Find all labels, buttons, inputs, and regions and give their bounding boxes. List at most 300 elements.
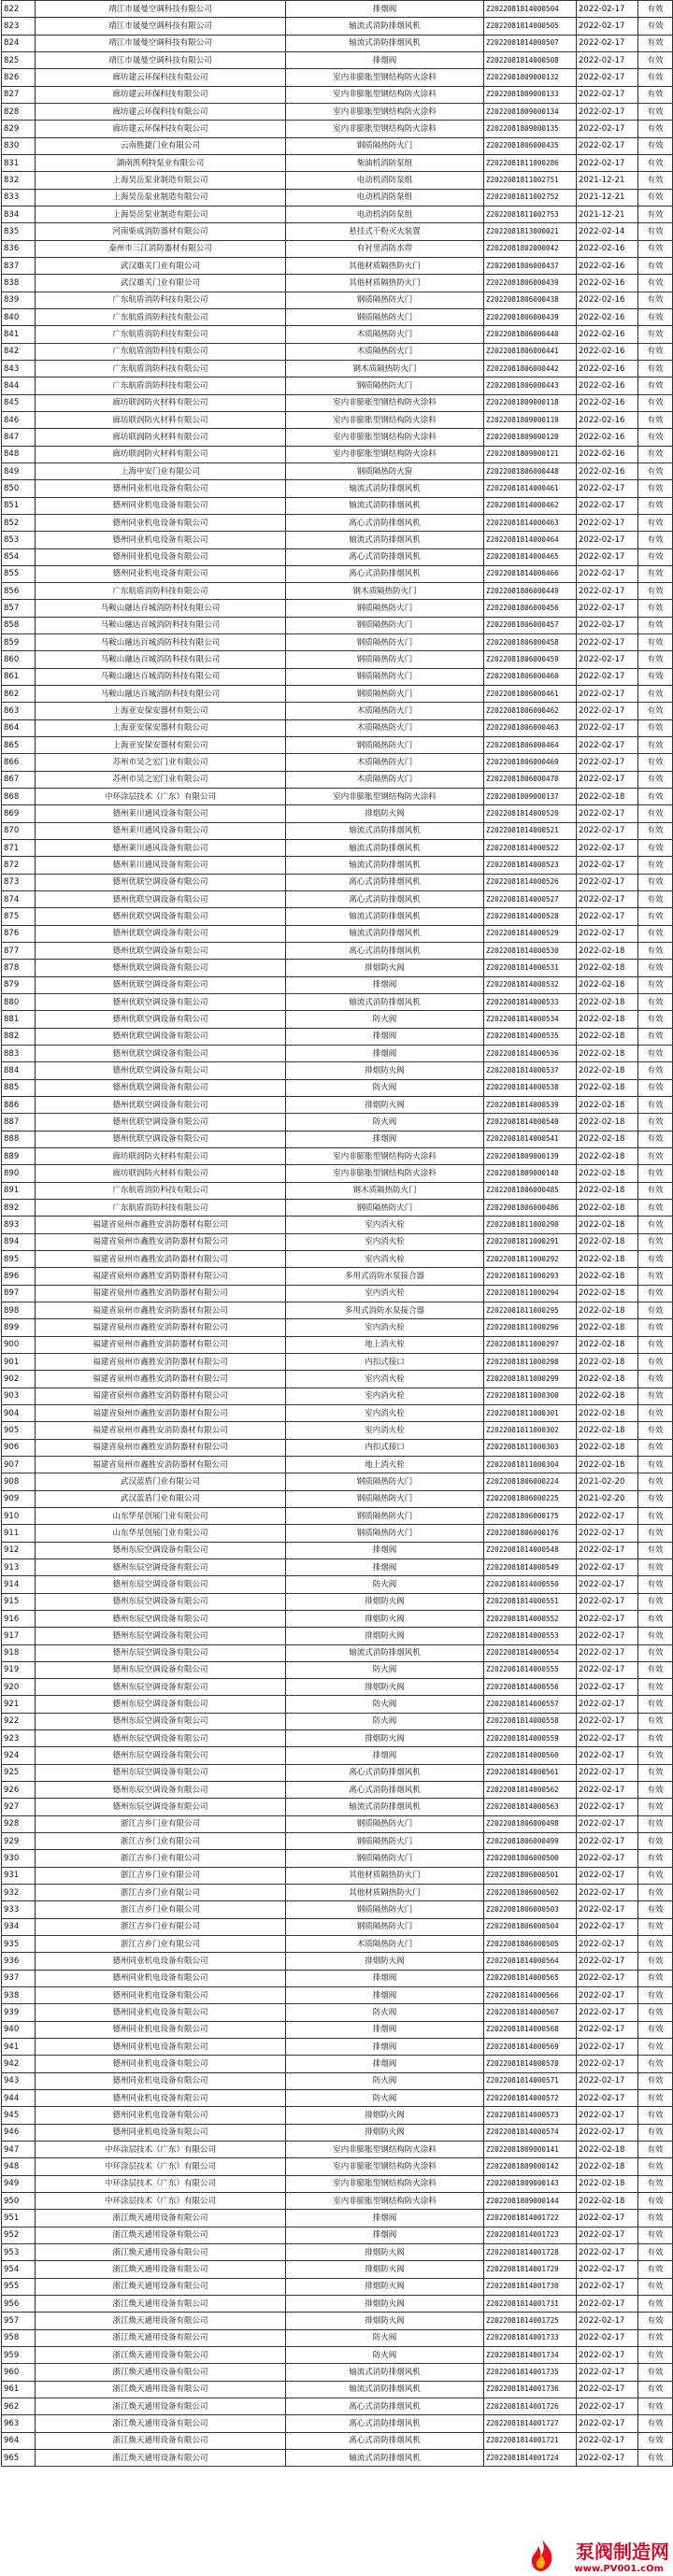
company-name: 上海昊岳泵业制造有限公司 [36, 206, 286, 222]
row-number: 947 [2, 2142, 36, 2158]
status: 有效 [638, 1336, 673, 1353]
certificate-number: Z2022081814001736 [484, 2381, 577, 2398]
status: 有效 [638, 2107, 673, 2124]
company-name: 湖南凯利特泵业有限公司 [36, 154, 286, 171]
certificate-number: Z2022081814000463 [484, 514, 577, 531]
company-name: 浙江焕天通用设备有限公司 [36, 2313, 286, 2329]
issue-date: 2022-02-17 [577, 2021, 638, 2038]
table-row [2, 1833, 673, 1850]
status: 有效 [638, 1576, 673, 1593]
company-name: 广东航盾消防科技有限公司 [36, 583, 286, 600]
product-name: 室内非膨胀型钢结构防火涂料 [286, 2142, 484, 2158]
status: 有效 [638, 446, 673, 463]
company-name: 广东航盾消防科技有限公司 [36, 1182, 286, 1199]
product-name: 木质隔热防火门 [286, 771, 484, 788]
company-name: 中环涂层技术（广东）有限公司 [36, 2193, 286, 2210]
certificate-table-body [2, 1, 673, 2467]
certificate-number: Z2022081814000570 [484, 2056, 577, 2072]
table-row [2, 1764, 673, 1781]
row-number: 913 [2, 1558, 36, 1575]
issue-date: 2022-02-17 [577, 2107, 638, 2124]
status: 有效 [638, 1628, 673, 1644]
issue-date: 2022-02-18 [577, 976, 638, 993]
table-row [2, 86, 673, 103]
status: 有效 [638, 1285, 673, 1302]
issue-date: 2022-02-17 [577, 2415, 638, 2432]
issue-date: 2022-02-17 [577, 891, 638, 908]
row-number: 897 [2, 1285, 36, 1302]
certificate-number: Z2022081814000558 [484, 1713, 577, 1729]
issue-date: 2022-02-17 [577, 532, 638, 548]
issue-date: 2022-02-17 [577, 2090, 638, 2107]
table-row [2, 976, 673, 993]
certificate-number: Z2022081806000440 [484, 326, 577, 343]
company-name: 中环涂层技术（广东）有限公司 [36, 2158, 286, 2175]
company-name: 廊坊建云环保科技有限公司 [36, 103, 286, 120]
product-name: 钢质隔热防火门 [286, 1525, 484, 1542]
table-row [2, 532, 673, 548]
company-name: 广东航盾消防科技有限公司 [36, 377, 286, 394]
status: 有效 [638, 1782, 673, 1799]
certificate-number: Z2022081814000529 [484, 925, 577, 942]
company-name: 浙江焕天通用设备有限公司 [36, 2415, 286, 2432]
status: 有效 [638, 1046, 673, 1062]
issue-date: 2022-02-17 [577, 925, 638, 942]
row-number: 877 [2, 943, 36, 960]
issue-date: 2022-02-18 [577, 1097, 638, 1114]
company-name: 苏州市吴之宏门业有限公司 [36, 771, 286, 788]
company-name: 福建省泉州市鑫胜安消防器材有限公司 [36, 1456, 286, 1473]
table-row [2, 1593, 673, 1610]
issue-date: 2022-02-18 [577, 1268, 638, 1285]
status: 有效 [638, 18, 673, 35]
row-number: 872 [2, 857, 36, 874]
status: 有效 [638, 292, 673, 308]
issue-date: 2022-02-18 [577, 2158, 638, 2175]
status: 有效 [638, 411, 673, 428]
company-name: 福建省泉州市鑫胜安消防器材有限公司 [36, 1285, 286, 1302]
issue-date: 2022-02-18 [577, 2175, 638, 2192]
row-number: 848 [2, 446, 36, 463]
issue-date: 2022-02-17 [577, 121, 638, 137]
company-name: 靖江市晟曼空调科技有限公司 [36, 51, 286, 68]
issue-date: 2022-02-18 [577, 1404, 638, 1421]
certificate-number: Z2022081814000536 [484, 1046, 577, 1062]
row-number: 918 [2, 1644, 36, 1661]
issue-date: 2022-02-17 [577, 1661, 638, 1678]
product-name: 排烟阀 [286, 976, 484, 993]
certificate-number: Z2022081811000298 [484, 1353, 577, 1370]
product-name: 室内消火栓 [286, 1250, 484, 1267]
table-row [2, 377, 673, 394]
product-name: 钢质隔热防火门 [286, 686, 484, 703]
table-row [2, 2142, 673, 2158]
certificate-number: Z2022081806000443 [484, 377, 577, 394]
issue-date: 2022-02-17 [577, 822, 638, 839]
issue-date: 2022-02-17 [577, 565, 638, 582]
issue-date: 2022-02-17 [577, 497, 638, 514]
status: 有效 [638, 1696, 673, 1713]
table-row [2, 1987, 673, 2004]
issue-date: 2022-02-17 [577, 18, 638, 35]
product-name: 防火阀 [286, 1114, 484, 1131]
company-name: 德州东辰空调设备有限公司 [36, 1542, 286, 1558]
product-name: 轴流式消防排烟风机 [286, 532, 484, 548]
table-row [2, 1628, 673, 1644]
row-number: 906 [2, 1439, 36, 1456]
row-number: 956 [2, 2295, 36, 2312]
product-name: 排烟阀 [286, 2227, 484, 2243]
product-name: 钢木质隔热防火门 [286, 1182, 484, 1199]
company-name: 浙江焕天通用设备有限公司 [36, 2243, 286, 2260]
company-name: 德州优联空调设备有限公司 [36, 1114, 286, 1131]
status: 有效 [638, 1268, 673, 1285]
row-number: 933 [2, 1901, 36, 1918]
company-name: 德州优联空调设备有限公司 [36, 1011, 286, 1028]
certificate-number: Z2022081806000505 [484, 1936, 577, 1953]
company-name: 德州东辰空调设备有限公司 [36, 1764, 286, 1781]
table-row [2, 925, 673, 942]
status: 有效 [638, 514, 673, 531]
table-row [2, 223, 673, 240]
certificate-number: Z2022081806000470 [484, 771, 577, 788]
status: 有效 [638, 1439, 673, 1456]
table-row [2, 2329, 673, 2346]
company-name: 中环涂层技术（广东）有限公司 [36, 2142, 286, 2158]
issue-date: 2022-02-18 [577, 1233, 638, 1250]
status: 有效 [638, 154, 673, 171]
certificate-number: Z2022081809000143 [484, 2175, 577, 2192]
product-name: 离心式消防排烟风机 [286, 514, 484, 531]
certificate-number: Z2022081814000527 [484, 891, 577, 908]
table-row [2, 2021, 673, 2038]
company-name: 德州东辰空调设备有限公司 [36, 1610, 286, 1627]
product-name: 排烟防火阀 [286, 1679, 484, 1696]
product-name: 轴流式消防排烟风机 [286, 1799, 484, 1815]
certificate-number: Z2022081814001723 [484, 2227, 577, 2243]
table-row [2, 617, 673, 633]
issue-date: 2022-02-17 [577, 2210, 638, 2227]
product-name: 离心式消防排烟风机 [286, 1782, 484, 1799]
status: 有效 [638, 1011, 673, 1028]
certificate-number: Z2022081814000520 [484, 805, 577, 822]
status: 有效 [638, 1885, 673, 1901]
status: 有效 [638, 1747, 673, 1764]
company-name: 广东航盾消防科技有限公司 [36, 292, 286, 308]
certificate-number: Z2022081806000459 [484, 651, 577, 668]
issue-date: 2022-02-17 [577, 2295, 638, 2312]
table-row [2, 137, 673, 154]
company-name: 德州同业机电设备有限公司 [36, 2021, 286, 2038]
company-name: 马鞍山融达百城消防科技有限公司 [36, 617, 286, 633]
product-name: 室内非膨胀型钢结构防火涂料 [286, 2158, 484, 2175]
status: 有效 [638, 840, 673, 857]
issue-date: 2022-02-18 [577, 2193, 638, 2210]
status: 有效 [638, 1353, 673, 1370]
table-row [2, 411, 673, 428]
status: 有效 [638, 703, 673, 719]
row-number: 896 [2, 1268, 36, 1285]
table-row [2, 2004, 673, 2021]
product-name: 室内消火栓 [286, 1388, 484, 1404]
issue-date: 2022-02-17 [577, 668, 638, 685]
issue-date: 2022-02-17 [577, 103, 638, 120]
table-row [2, 1, 673, 18]
product-name: 离心式消防排烟风机 [286, 2398, 484, 2414]
row-number: 924 [2, 1747, 36, 1764]
product-name: 室内消火栓 [286, 1217, 484, 1233]
certificate-number: Z2022081814000561 [484, 1764, 577, 1781]
row-number: 894 [2, 1233, 36, 1250]
status: 有效 [638, 789, 673, 805]
company-name: 德州同业机电设备有限公司 [36, 1970, 286, 1986]
table-row [2, 1730, 673, 1747]
product-name: 轴流式消防排烟风机 [286, 480, 484, 497]
company-name: 德州东辰空调设备有限公司 [36, 1782, 286, 1799]
row-number: 833 [2, 189, 36, 206]
table-row [2, 1388, 673, 1404]
issue-date: 2022-02-17 [577, 1782, 638, 1799]
table-row [2, 275, 673, 292]
status: 有效 [638, 1217, 673, 1233]
certificate-number: Z2022081806000498 [484, 1815, 577, 1832]
row-number: 902 [2, 1371, 36, 1388]
issue-date: 2022-02-17 [577, 703, 638, 719]
status: 有效 [638, 257, 673, 274]
product-name: 钢质隔热防火门 [286, 1901, 484, 1918]
table-row [2, 634, 673, 651]
issue-date: 2022-02-17 [577, 857, 638, 874]
company-name: 浙江焕天通用设备有限公司 [36, 2381, 286, 2398]
row-number: 860 [2, 651, 36, 668]
certificate-number: Z2022081809000139 [484, 1147, 577, 1164]
row-number: 952 [2, 2227, 36, 2243]
row-number: 825 [2, 51, 36, 68]
row-number: 826 [2, 69, 36, 86]
company-name: 德州东辰空调设备有限公司 [36, 1696, 286, 1713]
certificate-number: Z2022081809000120 [484, 429, 577, 446]
certificate-number: Z2022081814000568 [484, 2021, 577, 2038]
company-name: 德州东辰空调设备有限公司 [36, 1661, 286, 1678]
certificate-number: Z2022081809000141 [484, 2142, 577, 2158]
company-name: 德州同业机电设备有限公司 [36, 480, 286, 497]
table-row [2, 2346, 673, 2363]
issue-date: 2022-02-17 [577, 1901, 638, 1918]
certificate-number: Z2022081811000302 [484, 1422, 577, 1439]
company-name: 中环涂层技术（广东）有限公司 [36, 2175, 286, 2192]
row-number: 881 [2, 1011, 36, 1028]
issue-date: 2022-02-18 [577, 1046, 638, 1062]
company-name: 福建省泉州市鑫胜安消防器材有限公司 [36, 1319, 286, 1336]
table-row [2, 1901, 673, 1918]
issue-date: 2022-02-17 [577, 1953, 638, 1970]
certificate-number: Z2022081814000560 [484, 1747, 577, 1764]
status: 有效 [638, 121, 673, 137]
status: 有效 [638, 1131, 673, 1147]
row-number: 948 [2, 2158, 36, 2175]
table-row [2, 1918, 673, 1935]
product-name: 钢质隔热防火门 [286, 1833, 484, 1850]
table-row [2, 2124, 673, 2141]
product-name: 钢质隔热防火门 [286, 634, 484, 651]
product-name: 木质隔热防火门 [286, 719, 484, 736]
certificate-number: Z2022081814000507 [484, 35, 577, 51]
table-row [2, 308, 673, 325]
status: 有效 [638, 857, 673, 874]
company-name: 德州优联空调设备有限公司 [36, 891, 286, 908]
company-name: 德州同业机电设备有限公司 [36, 1953, 286, 1970]
issue-date: 2022-02-17 [577, 1764, 638, 1781]
row-number: 854 [2, 548, 36, 565]
issue-date: 2022-02-17 [577, 908, 638, 925]
issue-date: 2022-02-18 [577, 994, 638, 1011]
issue-date: 2022-02-18 [577, 2142, 638, 2158]
table-row [2, 1661, 673, 1678]
certificate-number: Z2022081814000553 [484, 1628, 577, 1644]
product-name: 轴流式消防排烟风机 [286, 822, 484, 839]
product-name: 离心式消防排烟风机 [286, 565, 484, 582]
status: 有效 [638, 925, 673, 942]
issue-date: 2022-02-18 [577, 1456, 638, 1473]
certificate-number: Z2022081806000464 [484, 737, 577, 754]
issue-date: 2022-02-17 [577, 2004, 638, 2021]
certificate-number: Z2022081814000530 [484, 943, 577, 960]
product-name: 钢质隔热防火门 [286, 1815, 484, 1832]
certificate-number: Z2022081811000299 [484, 1371, 577, 1388]
issue-date: 2022-02-17 [577, 1713, 638, 1729]
product-name: 钢质隔热防火门 [286, 308, 484, 325]
row-number: 907 [2, 1456, 36, 1473]
table-row [2, 1953, 673, 1970]
certificate-number: Z2022081813000021 [484, 223, 577, 240]
status: 有效 [638, 2415, 673, 2432]
certificate-number: Z2022081814000528 [484, 908, 577, 925]
status: 有效 [638, 189, 673, 206]
certificate-number: Z2022081814000572 [484, 2090, 577, 2107]
company-name: 靖江市晟曼空调科技有限公司 [36, 35, 286, 51]
issue-date: 2022-02-18 [577, 1147, 638, 1164]
company-name: 廊坊联润防火材料有限公司 [36, 446, 286, 463]
certificate-number: Z2022081806000486 [484, 1199, 577, 1216]
product-name: 其他材质隔热防火门 [286, 1867, 484, 1884]
certificate-number: Z2022081811000304 [484, 1456, 577, 1473]
company-name: 德州同业机电设备有限公司 [36, 497, 286, 514]
company-name: 德州优联空调设备有限公司 [36, 874, 286, 890]
product-name: 轴流式消防排烟风机 [286, 994, 484, 1011]
row-number: 832 [2, 172, 36, 189]
product-name: 室内非膨胀型钢结构防火涂料 [286, 429, 484, 446]
company-name: 德州同业机电设备有限公司 [36, 1987, 286, 2004]
status: 有效 [638, 2210, 673, 2227]
issue-date: 2022-02-16 [577, 343, 638, 360]
certificate-number: Z2022081806000502 [484, 1885, 577, 1901]
row-number: 823 [2, 18, 36, 35]
product-name: 排烟防火阀 [286, 2313, 484, 2329]
product-name: 防火阀 [286, 1713, 484, 1729]
company-name: 浙江焕天通用设备有限公司 [36, 2449, 286, 2466]
issue-date: 2022-02-16 [577, 257, 638, 274]
company-name: 德州同业机电设备有限公司 [36, 2004, 286, 2021]
row-number: 844 [2, 377, 36, 394]
table-row [2, 1867, 673, 1884]
table-row [2, 1936, 673, 1953]
certificate-number: Z2022081806000501 [484, 1867, 577, 1884]
table-row [2, 257, 673, 274]
product-name: 钢质隔热防火门 [286, 377, 484, 394]
certificate-number: Z2022081814000535 [484, 1028, 577, 1045]
issue-date: 2022-02-17 [577, 137, 638, 154]
table-row [2, 2090, 673, 2107]
issue-date: 2022-02-17 [577, 2124, 638, 2141]
product-name: 排烟防火阀 [286, 960, 484, 976]
row-number: 959 [2, 2346, 36, 2363]
company-name: 德州优联空调设备有限公司 [36, 1028, 286, 1045]
row-number: 884 [2, 1062, 36, 1079]
status: 有效 [638, 1764, 673, 1781]
issue-date: 2022-02-17 [577, 1525, 638, 1542]
company-name: 德州同业机电设备有限公司 [36, 2056, 286, 2072]
table-row [2, 565, 673, 582]
product-name: 防火阀 [286, 1079, 484, 1096]
certificate-number: Z2022081814001725 [484, 2313, 577, 2329]
issue-date: 2022-02-16 [577, 429, 638, 446]
certificate-number: Z2022081814000573 [484, 2107, 577, 2124]
issue-date: 2022-02-18 [577, 943, 638, 960]
product-name: 钢质隔热防火门 [286, 600, 484, 617]
issue-date: 2022-02-18 [577, 1114, 638, 1131]
issue-date: 2022-02-17 [577, 634, 638, 651]
product-name: 悬挂式干粉灭火装置 [286, 223, 484, 240]
certificate-number: Z2022081814000537 [484, 1062, 577, 1079]
row-number: 883 [2, 1046, 36, 1062]
product-name: 地上消火栓 [286, 1336, 484, 1353]
status: 有效 [638, 308, 673, 325]
issue-date: 2022-02-18 [577, 1182, 638, 1199]
issue-date: 2022-02-17 [577, 2398, 638, 2414]
product-name: 钢质隔热防火门 [286, 1507, 484, 1524]
product-name: 钢质隔热防火门 [286, 737, 484, 754]
issue-date: 2022-02-16 [577, 394, 638, 411]
row-number: 941 [2, 2039, 36, 2056]
certificate-number: Z2022081811000303 [484, 1439, 577, 1456]
issue-date: 2022-02-17 [577, 51, 638, 68]
company-name: 浙江吉乡门业有限公司 [36, 1885, 286, 1901]
table-row [2, 2381, 673, 2398]
company-name: 福建省泉州市鑫胜安消防器材有限公司 [36, 1388, 286, 1404]
certificate-number: Z2022081811002752 [484, 189, 577, 206]
status: 有效 [638, 1147, 673, 1164]
company-name: 德州优联空调设备有限公司 [36, 908, 286, 925]
certificate-number: Z2022081806000456 [484, 600, 577, 617]
table-row [2, 1371, 673, 1388]
company-name: 德州优联空调设备有限公司 [36, 994, 286, 1011]
certificate-number: Z2022081814000504 [484, 1, 577, 18]
company-name: 广东航盾消防科技有限公司 [36, 1199, 286, 1216]
company-name: 德州同业机电设备有限公司 [36, 2090, 286, 2107]
certificate-number: Z2022081814001721 [484, 2432, 577, 2449]
row-number: 934 [2, 1918, 36, 1935]
table-row [2, 497, 673, 514]
row-number: 836 [2, 240, 36, 257]
row-number: 889 [2, 1147, 36, 1164]
row-number: 909 [2, 1490, 36, 1507]
product-name: 室内非膨胀型钢结构防火涂料 [286, 86, 484, 103]
certificate-number: Z2022081814001729 [484, 2261, 577, 2278]
certificate-number: Z2022081806000448 [484, 463, 577, 479]
row-number: 921 [2, 1696, 36, 1713]
product-name: 其他材质隔热防火门 [286, 257, 484, 274]
row-number: 945 [2, 2107, 36, 2124]
